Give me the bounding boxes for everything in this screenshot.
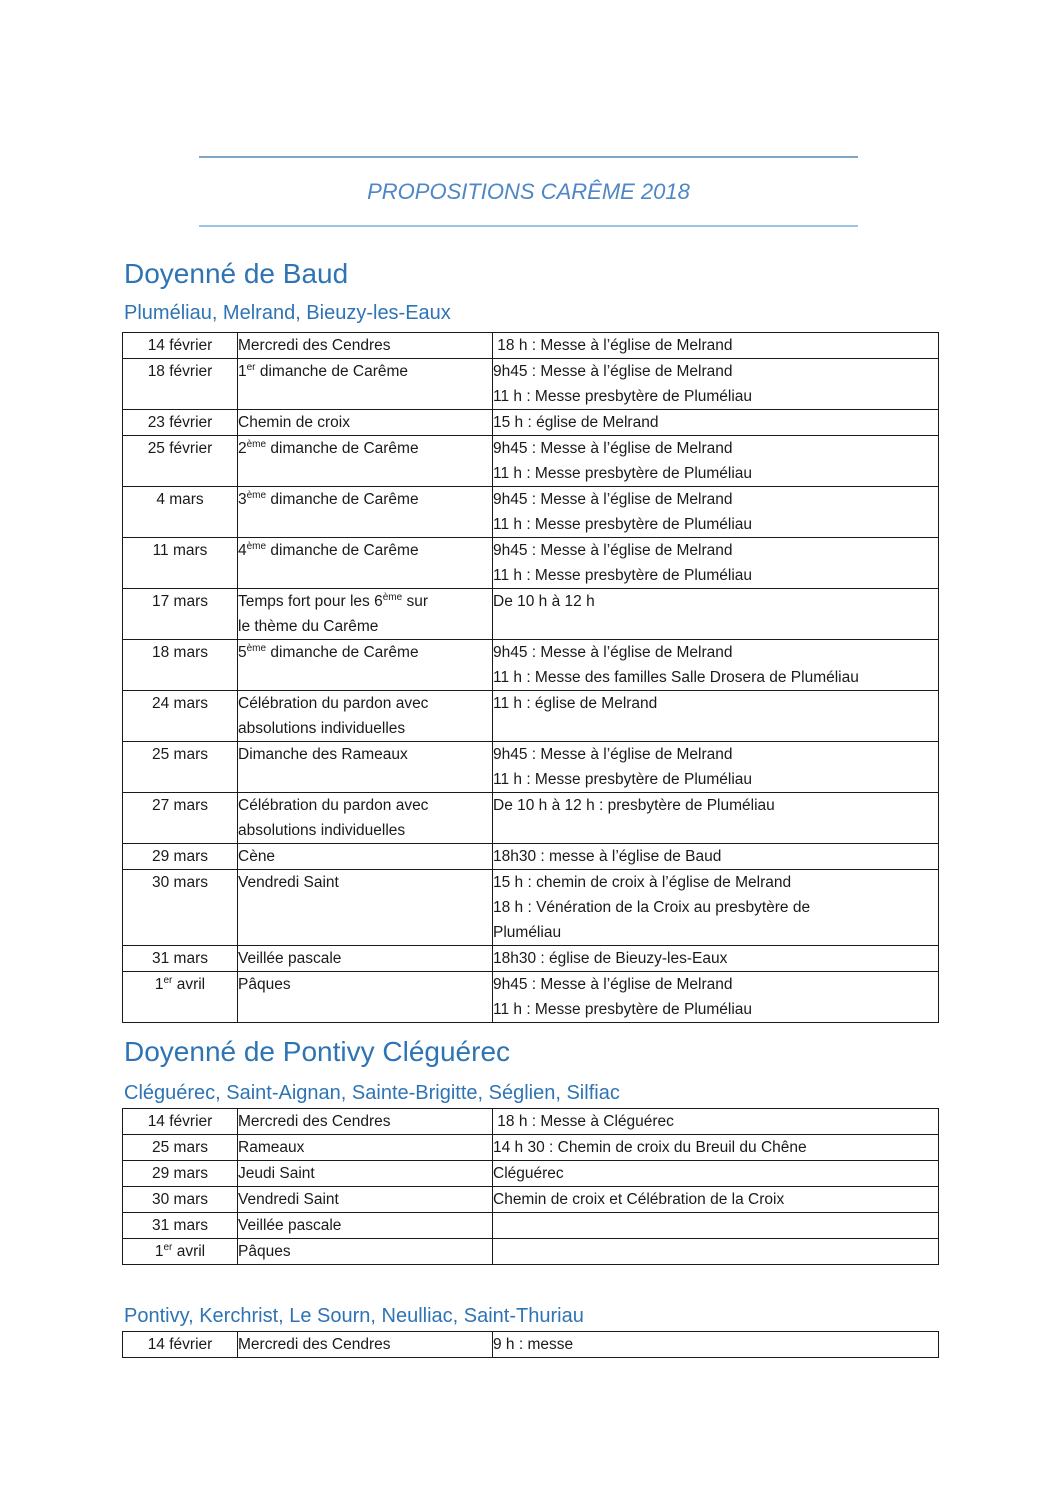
event-line	[238, 410, 492, 435]
details-cell	[493, 589, 939, 640]
text: Mercredi des Cendres	[238, 337, 391, 354]
detail-line: 11 h : Messe presbytère de Pluméliau	[493, 567, 753, 584]
date-line	[123, 793, 237, 818]
table-row	[123, 410, 939, 436]
schedule-table-plumeliau	[122, 332, 939, 1023]
event-line	[238, 1332, 492, 1357]
text: 1	[154, 976, 164, 993]
table-row	[123, 538, 939, 589]
event-cell	[238, 844, 493, 870]
text: 29 mars	[152, 848, 208, 865]
date-cell	[123, 972, 238, 1023]
table-row	[123, 1213, 939, 1239]
text: Pâques	[238, 1243, 291, 1260]
event-cell	[238, 946, 493, 972]
section-heading-baud: Doyenné de Baud	[124, 258, 349, 289]
date-line	[123, 640, 237, 665]
text: 31 mars	[152, 950, 208, 967]
date-cell	[123, 1239, 238, 1265]
event-cell	[238, 1161, 493, 1187]
text: 4 mars	[156, 491, 204, 508]
section-heading-pontivy: Doyenné de Pontivy Cléguérec	[124, 1036, 511, 1067]
event-line	[238, 844, 492, 869]
text: 24 mars	[152, 695, 208, 712]
detail-line: Chemin de croix et Célébration de la Croix	[493, 1191, 785, 1208]
superscript: ème	[382, 591, 403, 603]
event-cell	[238, 538, 493, 589]
detail-line: 18h30 : messe à l’église de Baud	[493, 848, 722, 865]
text: 25 mars	[152, 746, 208, 763]
text: 18 février	[147, 363, 213, 380]
table-row	[123, 1135, 939, 1161]
event-line	[238, 870, 492, 895]
table-row	[123, 359, 939, 410]
text: Veillée pascale	[238, 950, 342, 967]
detail-line: 11 h : Messe des familles Salle Drosera de Pluméliau	[493, 669, 859, 686]
text: Célébration du pardon avec	[238, 695, 429, 712]
table-row	[123, 691, 939, 742]
event-line	[238, 946, 492, 971]
document-title: PROPOSITIONS CARÊME 2018	[367, 179, 690, 204]
details-cell	[493, 946, 939, 972]
subheading-cleguerec: Cléguérec, Saint-Aignan, Sainte-Brigitte, Séglien, Silfiac	[124, 1082, 620, 1104]
date-cell	[123, 333, 238, 359]
detail-line: 18 h : Messe à l’église de Melrand	[493, 337, 733, 354]
text: 30 mars	[152, 1191, 208, 1208]
event-line	[238, 818, 492, 843]
text: avril	[172, 976, 206, 993]
detail-line: 9h45 : Messe à l’église de Melrand	[493, 542, 733, 559]
details-cell	[493, 1187, 939, 1213]
table-row	[123, 1187, 939, 1213]
table-row	[123, 1332, 939, 1358]
event-line	[238, 1239, 492, 1264]
date-line	[123, 972, 237, 997]
event-cell	[238, 589, 493, 640]
event-line	[238, 691, 492, 716]
date-line	[123, 742, 237, 767]
details-cell	[493, 1109, 939, 1135]
text: absolutions individuelles	[238, 720, 406, 737]
superscript: ème	[246, 540, 267, 552]
event-cell	[238, 870, 493, 946]
event-cell	[238, 410, 493, 436]
date-line	[123, 1239, 237, 1264]
details-cell	[493, 1135, 939, 1161]
text: Mercredi des Cendres	[238, 1113, 391, 1130]
detail-line: 9h45 : Messe à l’église de Melrand	[493, 491, 733, 508]
text: dimanche de Carême	[266, 440, 419, 457]
text: 25 mars	[152, 1139, 208, 1156]
superscript: ème	[246, 489, 267, 501]
detail-line: 15 h : église de Melrand	[493, 414, 659, 431]
details-cell	[493, 870, 939, 946]
detail-line: Cléguérec	[493, 1165, 564, 1182]
event-cell	[238, 640, 493, 691]
event-cell	[238, 1332, 493, 1358]
table-row	[123, 844, 939, 870]
event-line	[238, 1213, 492, 1238]
text: Cène	[238, 848, 276, 865]
detail-line: 18 h : Vénération de la Croix au presbytère de	[493, 899, 811, 916]
table-row	[123, 972, 939, 1023]
details-cell	[493, 436, 939, 487]
text: Chemin de croix	[238, 414, 350, 431]
detail-line: 18h30 : église de Bieuzy-les-Eaux	[493, 950, 728, 967]
date-line	[123, 359, 237, 384]
text: Temps fort pour les 6	[238, 593, 383, 610]
event-cell	[238, 972, 493, 1023]
event-cell	[238, 1239, 493, 1265]
text: 3	[238, 491, 247, 508]
detail-line: 9h45 : Messe à l’église de Melrand	[493, 440, 733, 457]
date-cell	[123, 691, 238, 742]
date-line	[123, 1332, 237, 1357]
superscript: ème	[246, 438, 267, 450]
details-cell	[493, 1213, 939, 1239]
date-cell	[123, 1109, 238, 1135]
table-row	[123, 640, 939, 691]
event-cell	[238, 359, 493, 410]
date-cell	[123, 1161, 238, 1187]
event-line	[238, 1135, 492, 1160]
detail-line: 15 h : chemin de croix à l’église de Melrand	[493, 874, 792, 891]
date-line	[123, 1135, 237, 1160]
details-cell	[493, 333, 939, 359]
event-line	[238, 436, 492, 461]
table-row	[123, 1239, 939, 1265]
detail-line: 9h45 : Messe à l’église de Melrand	[493, 363, 733, 380]
date-line	[123, 410, 237, 435]
detail-line: De 10 h à 12 h : presbytère de Pluméliau	[493, 797, 775, 814]
schedule-table-pontivy	[122, 1331, 939, 1358]
date-cell	[123, 844, 238, 870]
detail-line: Pluméliau	[493, 924, 562, 941]
event-cell	[238, 487, 493, 538]
text: sur	[402, 593, 429, 610]
date-line	[123, 844, 237, 869]
date-cell	[123, 640, 238, 691]
text: 14 février	[147, 337, 213, 354]
event-line	[238, 1109, 492, 1134]
text: Mercredi des Cendres	[238, 1336, 391, 1353]
text: 5	[238, 644, 247, 661]
text: 14 février	[147, 1336, 213, 1353]
date-line	[123, 589, 237, 614]
date-line	[123, 1109, 237, 1134]
date-line	[123, 946, 237, 971]
text: 27 mars	[152, 797, 208, 814]
details-cell	[493, 1332, 939, 1358]
event-line	[238, 640, 492, 665]
text: 23 février	[147, 414, 213, 431]
table-row	[123, 436, 939, 487]
date-cell	[123, 487, 238, 538]
detail-line: 9h45 : Messe à l’église de Melrand	[493, 746, 733, 763]
detail-line: 11 h : église de Melrand	[493, 695, 658, 712]
date-cell	[123, 436, 238, 487]
event-cell	[238, 1187, 493, 1213]
detail-line: 11 h : Messe presbytère de Pluméliau	[493, 1001, 753, 1018]
text: 25 février	[147, 440, 213, 457]
text: Célébration du pardon avec	[238, 797, 429, 814]
details-cell	[493, 844, 939, 870]
table-row	[123, 742, 939, 793]
text: Pâques	[238, 976, 291, 993]
superscript: er	[246, 361, 256, 373]
text: dimanche de Carême	[255, 363, 409, 380]
table-row	[123, 1161, 939, 1187]
event-line	[238, 589, 492, 614]
details-cell	[493, 1161, 939, 1187]
text: dimanche de Carême	[266, 491, 419, 508]
text: 4	[238, 542, 247, 559]
text: Jeudi Saint	[238, 1165, 315, 1182]
text: 18 mars	[152, 644, 208, 661]
table-row	[123, 487, 939, 538]
event-line	[238, 487, 492, 512]
superscript: er	[163, 974, 173, 986]
detail-line: 11 h : Messe presbytère de Pluméliau	[493, 516, 753, 533]
date-cell	[123, 793, 238, 844]
detail-line: 11 h : Messe presbytère de Pluméliau	[493, 465, 753, 482]
superscript: er	[163, 1241, 173, 1253]
details-cell	[493, 538, 939, 589]
text: 14 février	[147, 1113, 213, 1130]
event-cell	[238, 691, 493, 742]
text: 11 mars	[152, 542, 208, 559]
event-cell	[238, 333, 493, 359]
date-cell	[123, 742, 238, 793]
schedule-table-cleguerec	[122, 1108, 939, 1265]
event-line	[238, 742, 492, 767]
text: dimanche de Carême	[266, 542, 419, 559]
text: 31 mars	[152, 1217, 208, 1234]
text: absolutions individuelles	[238, 822, 406, 839]
date-line	[123, 1213, 237, 1238]
details-cell	[493, 640, 939, 691]
text: 2	[238, 440, 247, 457]
text: Vendredi Saint	[238, 874, 339, 891]
text: Veillée pascale	[238, 1217, 342, 1234]
text: Rameaux	[238, 1139, 305, 1156]
date-line	[123, 691, 237, 716]
date-line	[123, 436, 237, 461]
subheading-pontivy-towns: Pontivy, Kerchrist, Le Sourn, Neulliac, Saint-Thuriau	[124, 1305, 584, 1327]
event-cell	[238, 1109, 493, 1135]
date-cell	[123, 359, 238, 410]
details-cell	[493, 691, 939, 742]
text: 17 mars	[152, 593, 208, 610]
title-rule-top	[199, 156, 858, 158]
text: avril	[172, 1243, 206, 1260]
event-line	[238, 1161, 492, 1186]
event-cell	[238, 436, 493, 487]
date-cell	[123, 538, 238, 589]
event-cell	[238, 1135, 493, 1161]
event-line	[238, 716, 492, 741]
detail-line: 11 h : Messe presbytère de Pluméliau	[493, 388, 753, 405]
text: Dimanche des Rameaux	[238, 746, 408, 763]
text: 1	[238, 363, 247, 380]
detail-line: 9 h : messe	[493, 1336, 574, 1353]
details-cell	[493, 972, 939, 1023]
text: 30 mars	[152, 874, 208, 891]
date-cell	[123, 589, 238, 640]
detail-line: 9h45 : Messe à l’église de Melrand	[493, 976, 733, 993]
date-cell	[123, 946, 238, 972]
details-cell	[493, 487, 939, 538]
details-cell	[493, 742, 939, 793]
title-rule-bottom	[199, 225, 858, 227]
detail-line: 14 h 30 : Chemin de croix du Breuil du Chêne	[493, 1139, 807, 1156]
detail-line: 11 h : Messe presbytère de Pluméliau	[493, 771, 753, 788]
table-row	[123, 333, 939, 359]
date-cell	[123, 1332, 238, 1358]
table-row	[123, 946, 939, 972]
event-line	[238, 538, 492, 563]
date-line	[123, 487, 237, 512]
details-cell	[493, 359, 939, 410]
date-cell	[123, 1187, 238, 1213]
event-line	[238, 359, 492, 384]
event-line	[238, 1187, 492, 1212]
date-cell	[123, 870, 238, 946]
superscript: ème	[246, 642, 267, 654]
event-cell	[238, 1213, 493, 1239]
date-cell	[123, 1135, 238, 1161]
date-line	[123, 333, 237, 358]
date-cell	[123, 410, 238, 436]
date-line	[123, 538, 237, 563]
detail-line: 9h45 : Messe à l’église de Melrand	[493, 644, 733, 661]
table-row	[123, 589, 939, 640]
event-cell	[238, 742, 493, 793]
event-line	[238, 793, 492, 818]
event-line	[238, 972, 492, 997]
table-row	[123, 1109, 939, 1135]
table-row	[123, 793, 939, 844]
details-cell	[493, 793, 939, 844]
date-line	[123, 870, 237, 895]
event-line	[238, 333, 492, 358]
text: dimanche de Carême	[266, 644, 419, 661]
detail-line: De 10 h à 12 h	[493, 593, 595, 610]
details-cell	[493, 1239, 939, 1265]
date-cell	[123, 1213, 238, 1239]
text: 29 mars	[152, 1165, 208, 1182]
event-line	[238, 614, 492, 639]
details-cell	[493, 410, 939, 436]
table-row	[123, 870, 939, 946]
text: le thème du Carême	[238, 618, 379, 635]
text: 1	[154, 1243, 164, 1260]
date-line	[123, 1161, 237, 1186]
subheading-plumeliau: Pluméliau, Melrand, Bieuzy-les-Eaux	[124, 302, 451, 324]
detail-line: 18 h : Messe à Cléguérec	[493, 1113, 674, 1130]
text: Vendredi Saint	[238, 1191, 339, 1208]
date-line	[123, 1187, 237, 1212]
event-cell	[238, 793, 493, 844]
